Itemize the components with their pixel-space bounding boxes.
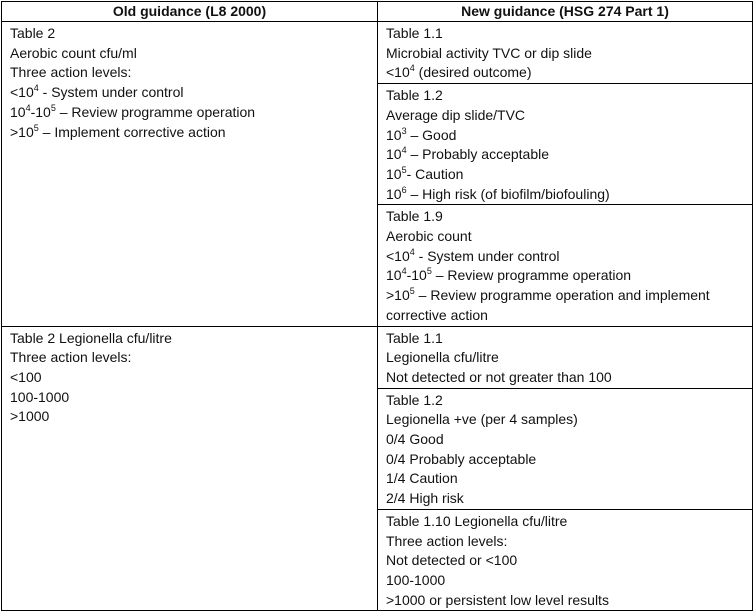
text-line: Microbial activity TVC or dip slide (386, 44, 592, 61)
level-line: $10^4-10^5$ – Review programme operation (386, 266, 632, 284)
header-new-guidance: New guidance (HSG 274 Part 1) (378, 2, 753, 22)
text-line: Three action levels: (10, 349, 132, 366)
level-line: $<10^4$ - System under control (10, 83, 184, 101)
level-line: $10^6$ – High risk (of biofilm/biofouling) (386, 184, 610, 202)
old-aerobic-cell (2, 22, 378, 327)
text-line: Table 1.2 (386, 87, 443, 104)
old-legionella-cell (2, 326, 378, 611)
text-line: Not detected or not greater than 100 (386, 368, 612, 385)
level-line: $>10^5$ – Review programme operation and implement (386, 286, 710, 304)
level-line: $10^4$ – Probably acceptable (386, 145, 550, 163)
text-line: <100 (10, 368, 42, 385)
text-line: Average dip slide/TVC (386, 106, 526, 123)
new-legionella-table-1-10-cell (378, 509, 753, 611)
text-line: Table 1.2 (386, 391, 443, 408)
new-table-1-1-cell (378, 22, 753, 84)
text-line: 2/4 High risk (386, 490, 464, 507)
header-row (2, 2, 753, 22)
text-line: corrective action (386, 306, 488, 323)
level-line: $>10^5$ – Implement corrective action (10, 122, 226, 140)
text-line: Not detected or <100 (386, 552, 518, 569)
text-line: Aerobic count (386, 228, 472, 245)
level-line: $10^5-$ Caution (386, 164, 464, 182)
text-line: Legionella +ve (per 4 samples) (386, 411, 578, 428)
text-line: Table 2 (10, 25, 56, 41)
header-old-guidance: Old guidance (L8 2000) (2, 2, 378, 22)
new-table-1-2-cell (378, 84, 753, 205)
text-line: Legionella cfu/litre (386, 349, 499, 366)
aerobic-row-1 (2, 22, 753, 84)
level-line: $<10^4$ (desired outcome) (386, 63, 532, 81)
new-legionella-table-1-1-cell (378, 326, 753, 388)
level-line: $10^3$ – Good (386, 125, 457, 143)
text-line: 1/4 Caution (386, 470, 458, 487)
text-line: 0/4 Probably acceptable (386, 450, 537, 467)
new-legionella-table-1-2-cell (378, 388, 753, 509)
text-line: Table 1.9 (386, 208, 443, 225)
text-line: Table 1.10 Legionella cfu/litre (386, 512, 568, 529)
text-line: Three action levels: (10, 64, 132, 81)
legionella-row-1 (2, 326, 753, 388)
guidance-comparison-table (1, 1, 753, 611)
text-line: >1000 or persistent low level results (386, 591, 609, 608)
level-line: $10^4-10^5$ – Review programme operation (10, 102, 256, 120)
text-line: Table 2 Legionella cfu/litre (10, 329, 172, 346)
text-line: 100-1000 (10, 388, 70, 405)
text-line: Table 1.1 (386, 329, 443, 346)
text-line: 100-1000 (386, 571, 446, 588)
text-line: >1000 (10, 408, 50, 425)
text-line: 0/4 Good (386, 431, 444, 448)
text-line: Aerobic count cfu/ml (10, 44, 137, 61)
new-table-1-9-cell (378, 205, 753, 326)
text-line: Three action levels: (386, 532, 508, 549)
level-line: $<10^4$ - System under control (386, 246, 560, 264)
text-line: Table 1.1 (386, 25, 443, 41)
